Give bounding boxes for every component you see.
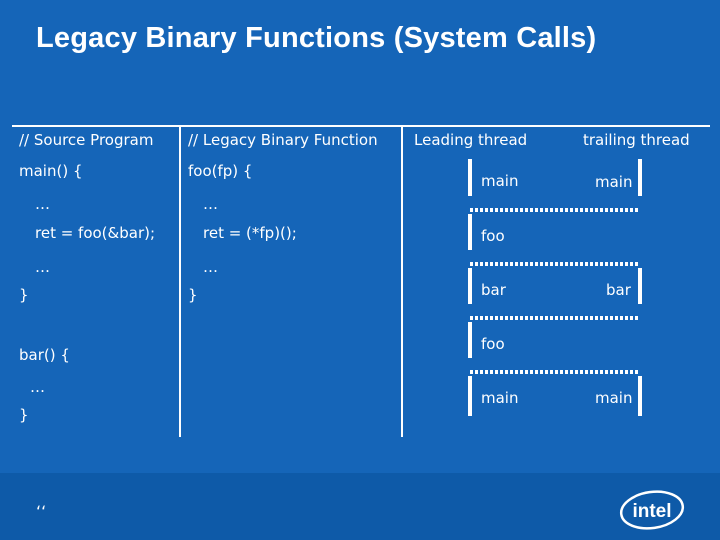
trailing-thread-label: bar (606, 281, 631, 299)
footer-bar (0, 473, 720, 540)
slide-title: Legacy Binary Functions (System Calls) (36, 22, 597, 54)
source-line: bar() { (19, 346, 70, 364)
source-line: ret = foo(&bar); (35, 224, 156, 242)
leading-thread-label: main (481, 389, 519, 407)
legacy-line: … (203, 195, 218, 213)
leading-thread-label: foo (481, 227, 505, 245)
leading-thread-label: main (481, 172, 519, 190)
leading-thread-header: Leading thread (414, 131, 528, 149)
intel-logo-text: intel (632, 501, 672, 522)
trailing-thread-label: main (595, 389, 633, 407)
footer-mark: ‘‘ (36, 502, 47, 521)
source-line: … (30, 378, 45, 396)
legacy-line: } (188, 286, 198, 304)
source-line: … (35, 195, 50, 213)
legacy-function-header: // Legacy Binary Function (188, 131, 378, 149)
trailing-thread-label: main (595, 173, 633, 191)
legacy-line: foo(fp) { (188, 162, 253, 180)
source-line: } (19, 406, 29, 424)
leading-thread-label: bar (481, 281, 506, 299)
source-program-header: // Source Program (19, 131, 154, 149)
legacy-line: … (203, 258, 218, 276)
leading-thread-label: foo (481, 335, 505, 353)
legacy-line: ret = (*fp)(); (203, 224, 297, 242)
source-line: main() { (19, 162, 83, 180)
source-line: … (35, 258, 50, 276)
trailing-thread-header: trailing thread (583, 131, 690, 149)
intel-logo (618, 488, 688, 532)
source-line: } (19, 286, 29, 304)
